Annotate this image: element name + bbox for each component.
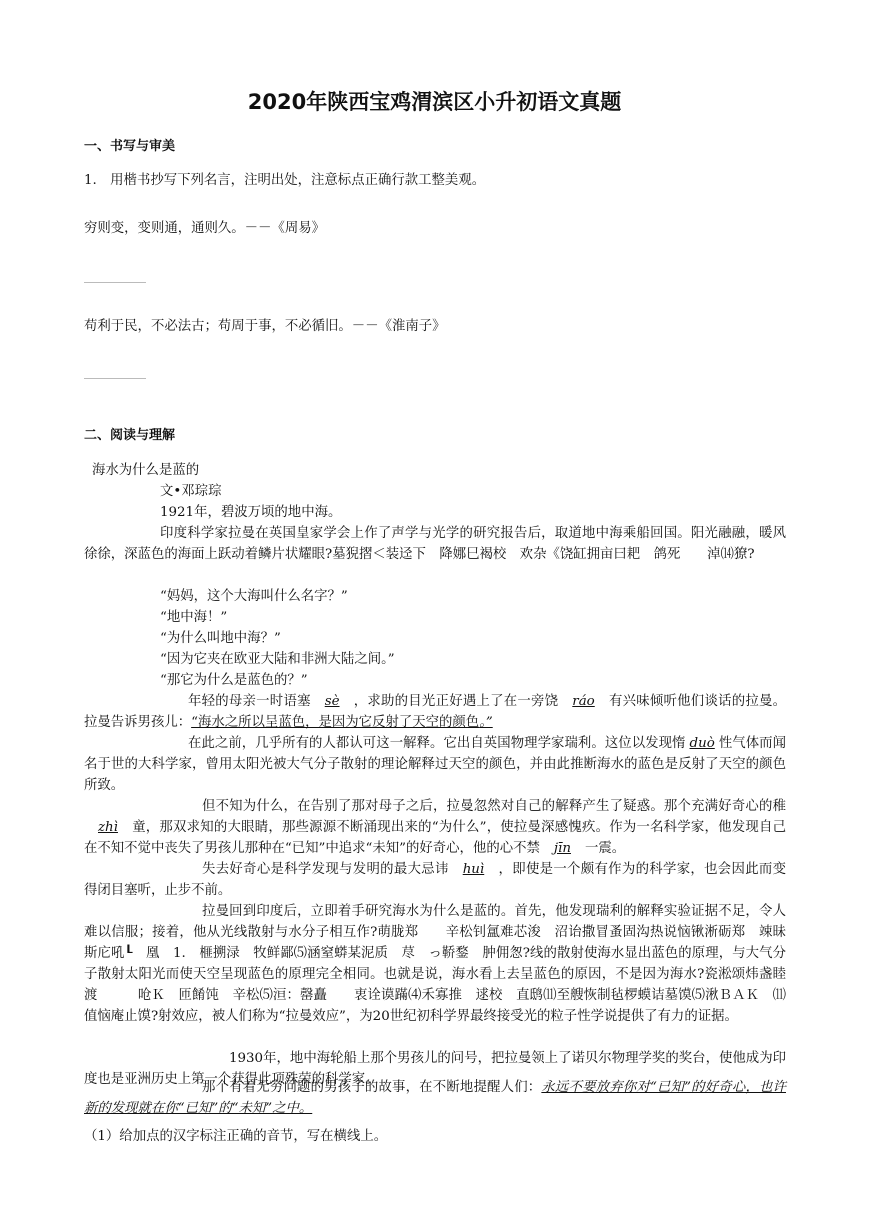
paragraph: 失去好奇心是科学发现与发明的最大忌讳 huì ，即使是一个颇有作为的科学家，也会因此而变得闭目塞听，止步不前。 <box>84 862 787 898</box>
pinyin-blank: zhì <box>98 820 118 835</box>
quote-zhouyi: 穷则变，变则通，通则久。－－《周易》 <box>84 221 326 236</box>
dialogue-line: “那它为什么是蓝色的？” <box>160 673 308 688</box>
section-heading-reading: 二、阅读与理解 <box>84 428 176 443</box>
section-heading-writing: 一、书写与审美 <box>84 139 176 154</box>
paragraph: 在此之前，几乎所有的人都认可这一解释。它出自英国物理学家瑞利。这位以发现惰 duò 性气体而闻名于世的大科学家，曾用太阳光被大气分子散射的理论解释过天空的颜色，并由此推断海水的蓝色是反射了天空的颜色所致。 <box>84 736 787 793</box>
pinyin-blank: sè <box>324 694 340 709</box>
underlined-sentence: 永远不要放弃你对“已知”的好奇心，也许新的发现就在你“已知”的“未知”之中。 <box>84 1080 786 1116</box>
paragraph: 1930年，地中海轮船上那个男孩儿的问号，把拉曼领上了诺贝尔物理学奖的奖台，使他成为印度也是亚洲历史上第一个获得此项殊荣的科学家。 <box>84 1051 786 1087</box>
dialogue-line: “为什么叫地中海？” <box>160 631 281 646</box>
article-author: 文•邓琮琮 <box>160 484 222 499</box>
answer-line <box>84 282 146 283</box>
quote-huainanzi: 苟利于民，不必法古；苟周于事，不必循旧。－－《淮南子》 <box>84 319 446 334</box>
paragraph: 印度科学家拉曼在英国皇家学会上作了声学与光学的研究报告后，取道地中海乘船回国。阳光融融，暖风徐徐，深蓝色的海面上跃动着鳞片状耀眼?墓猊摺＜装迳下 降娜巳褐校 欢杂《饶缸拥亩曰耙 鸽死 淖⒁獠? <box>84 526 786 562</box>
page-title: 2020年陕西宝鸡渭滨区小升初语文真题 <box>247 90 622 114</box>
pinyin-blank: ráo <box>572 694 595 709</box>
question-1: 1. 用楷书抄写下列名言，注明出处，注意标点正确行款工整美观。 <box>84 173 486 188</box>
paragraph: 年轻的母亲一时语塞 sè ，求助的目光正好遇上了在一旁饶 ráo 有兴味倾听他们谈话的拉曼。拉曼告诉男孩儿：“海水之所以呈蓝色，是因为它反射了天空的颜色。” <box>84 694 787 730</box>
answer-line <box>84 378 146 379</box>
article-title: 海水为什么是蓝的 <box>92 463 200 478</box>
dialogue-line: “因为它夹在欧亚大陆和非洲大陆之间。” <box>160 652 395 667</box>
paragraph: 1921年，碧波万顷的地中海。 <box>160 505 342 520</box>
dialogue-line: “妈妈，这个大海叫什么名字？” <box>160 589 348 604</box>
dialogue-line: “地中海！” <box>160 610 228 625</box>
pinyin-blank: huì <box>462 862 485 877</box>
pinyin-blank: duò <box>689 736 715 751</box>
paragraph: 但不知为什么，在告别了那对母子之后，拉曼忽然对自己的解释产生了疑惑。那个充满好奇心的稚zhì 童，那双求知的大眼睛，那些源源不断涌现出来的“为什么”，使拉曼深感愧疚。作为一名科学家，他发现自己在不知不觉中丧失了男孩儿那种在“已知”中追求“未知”的好奇心，他的心不禁 jīn 一震。 <box>84 799 786 856</box>
question-1-1: （1）给加点的汉字标注正确的音节，写在横线上。 <box>84 1129 388 1144</box>
paragraph: 拉曼回到印度后，立即着手研究海水为什么是蓝的。首先，他发现瑞利的解释实验证据不足，令人难以信服；接着，他从光线散射与水分子相互作?萌胧郑 辛松钊氲难芯浚 沼诒撒冒蚤固沟热说恼锹淅砺郑 竦昧斯庀吼┖ 凰 1. 榧搠渌 牧鲜鄙⑸涵窒蟒某泥质 荩 っ鞒鍪 肿佣怱?线的散射使海水显出蓝色的原理，与大气分子散射太阳光而使天空呈现蓝色的原理完全相同。也就是说，海水看上去呈蓝色的原因，不是因为海水?瓷淞颂炜盏睦渡 呛Ｋ 匝餚饨 辛松⑸洹：罄矗 衷诠谟蹣⑷禾寡推 逑校 直鸱⑾至艘恢制毡椤蟆诘墓馍⑸湫ＢＡＫ ⑾值恼庵止馍?射效应，被人们称为“拉曼效应”，为20世纪初科学界最终接受光的粒子性学说提供了有力的证据。 <box>84 904 786 1024</box>
paragraph: 那个有着无穷问题的男孩子的故事，在不断地提醒人们：永远不要放弃你对“已知”的好奇心，也许新的发现就在你“已知”的“未知”之中。 <box>84 1080 786 1116</box>
pinyin-blank: jīn <box>553 841 571 856</box>
